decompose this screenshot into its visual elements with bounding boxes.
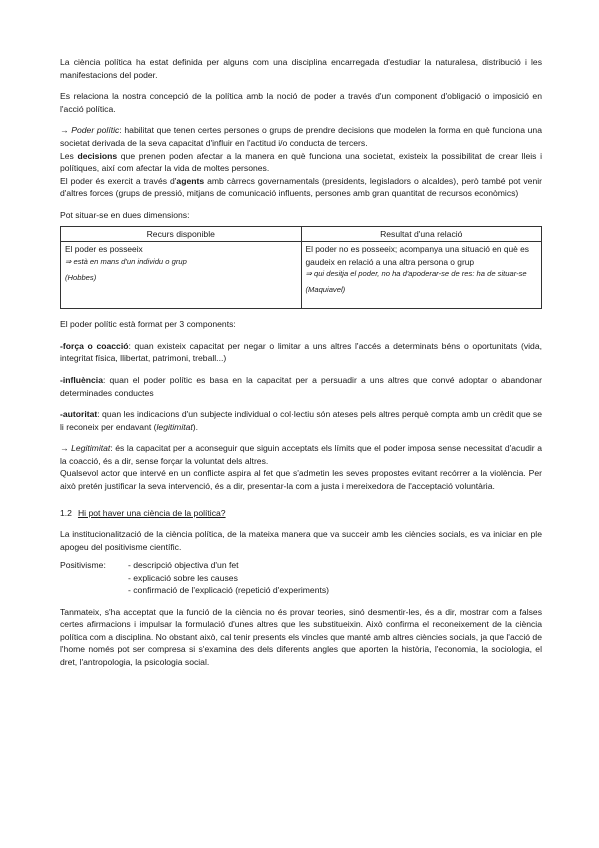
paragraph-falsification: Tanmateix, s'ha acceptat que la funció de la ciència no és provar teories, sinó desmentir-les, és a dir, mostrar com a falses certes afirmacions i impulsar la formulació d'unes altres que les substitueixin. Això confirma el reconeixement de la ciència política com a disciplina. No obstant això, cal tenir presents els vincles que manté amb altres ciències socials, ja que l'acció de l'home només pot ser compresa si s'examina des dels diferents angles que aporten la història, l'economia, la sociologia, el dret, l'antropologia, la psicologia social. <box>60 606 542 668</box>
author-maquiavel: (Maquiavel) <box>305 285 346 295</box>
list-item: - explicació sobre les causes <box>128 572 238 583</box>
table-note-relation: ⇒ qui desitja el poder, no ha d'apoderar-se de res: ha de situar-se <box>305 268 527 278</box>
term-decisions: decisions <box>77 150 118 161</box>
positivism-label: Positivisme: <box>60 560 106 571</box>
paragraph-agents: El poder és exercit a través d'agents amb càrrecs governamentals (presidents, legisladors o alcaldes), però també pot venir d'altres forces (grups de pressió, mitjans de comunicació influents, persones amb gran quantitat de recursos econòmics) <box>60 175 543 199</box>
paragraph-conflict: Qualsevol actor que intervé en un conflicte aspira al fet que s'admetin les seves propostes evitant recórrer a la violència. Per això pretén justificar la seva intervenció, és a dir, presentar-la com a justa i mereixedora de l'acceptació voluntària. <box>60 468 542 492</box>
table-cell-relation: El poder no es posseeix; acompanya una situació en què es gaudeix en relació a una altra persona o grup ⇒ qui desitja el poder, no ha d'apoderar-se de res: ha de situar-se (Maquiavel) <box>301 242 542 309</box>
paragraph-legitimacy: → Legitimitat: és la capacitat per a aconseguir que siguin acceptats els límits que el poder imposa sense necessitat d'acudir a la coacció, és a dir, sense forçar la voluntat dels altres. <box>60 443 542 466</box>
dimensions-table <box>60 226 542 310</box>
term-legitimacy: Legitimitat <box>71 443 111 454</box>
paragraph-concept: Es relaciona la nostra concepció de la política amb la noció de poder a través d'un component d'obligació o imposició en l'acció política. <box>60 91 542 114</box>
table-note-resource: ⇒ està en mans d'un individu o grup <box>65 256 187 266</box>
list-item: - descripció objectiva d'un fet <box>128 560 239 571</box>
paragraph-decisions: Les decisions que prenen poden afectar a la manera en què funciona una societat, existeix la possibilitat de crear lleis i polítiques, així com afectar la vida de moltes persones. <box>60 150 542 174</box>
author-hobbes: (Hobbes) <box>65 272 97 282</box>
paragraph-components-intro: El poder polític està format per 3 components: <box>60 319 236 330</box>
table-header-relation: Resultat d'una relació <box>301 226 542 242</box>
table-header-row <box>61 226 542 242</box>
term-influence: -influència <box>60 374 103 385</box>
positivism-list <box>60 559 542 596</box>
term-agents: agents <box>176 175 205 186</box>
term-political-power: Poder polític <box>71 125 120 136</box>
paragraph-political-power: → Poder polític: habilitat que tenen certes persones o grups de prendre decisions que modelen la forma en què funciona una societat derivada de la seva capacitat d'influir en l'actitud i/o conducta de tercers. <box>60 125 542 148</box>
table-cell-resource: El poder es posseeix ⇒ està en mans d'un individu o grup (Hobbes) <box>61 242 302 309</box>
paragraph-dimensions-intro: Pot situar-se en dues dimensions: <box>60 209 190 220</box>
term-authority: -autoritat <box>60 409 98 420</box>
paragraph-component-force: -força o coacció: quan existeix capacitat per negar o limitar a uns altres l'accés a determinats béns o oportunitats (vida, integritat física, llibertat, patrimoni, treball...) <box>60 340 542 364</box>
table-row <box>61 242 542 309</box>
positivism-items <box>128 559 329 596</box>
section-title: Hi pot haver una ciència de la política? <box>77 507 226 518</box>
table-header-resource: Recurs disponible <box>61 226 302 242</box>
paragraph-component-authority: -autoritat: quan les indicacions d'un subjecte individual o col·lectiu són ateses pels altres perquè compta amb un crèdit que se li reconeix per endavant (legitimitat). <box>60 409 542 432</box>
list-item: - confirmació de l'explicació (repetició d'experiments) <box>128 585 330 596</box>
paragraph-institutionalization: La institucionalització de la ciència política, de la mateixa manera que va succeir amb les ciències socials, es va iniciar en ple apogeu del positivisme científic. <box>60 529 542 552</box>
arrow-icon: → <box>60 125 69 136</box>
document-page <box>60 56 542 669</box>
term-force: -força o coacció <box>60 340 129 351</box>
arrow-icon: → <box>60 443 69 454</box>
paragraph-component-influence: -influència: quan el poder polític es basa en la capacitat per a persuadir a uns altres que convé adoptar o abandonar determinades conductes <box>60 374 542 398</box>
paragraph-definition: La ciència política ha estat definida per alguns com una disciplina encarregada d'estudiar la naturalesa, distribució i les manifestacions del poder. <box>60 57 542 80</box>
section-number: 1.2 <box>60 507 72 518</box>
section-heading <box>60 507 542 520</box>
